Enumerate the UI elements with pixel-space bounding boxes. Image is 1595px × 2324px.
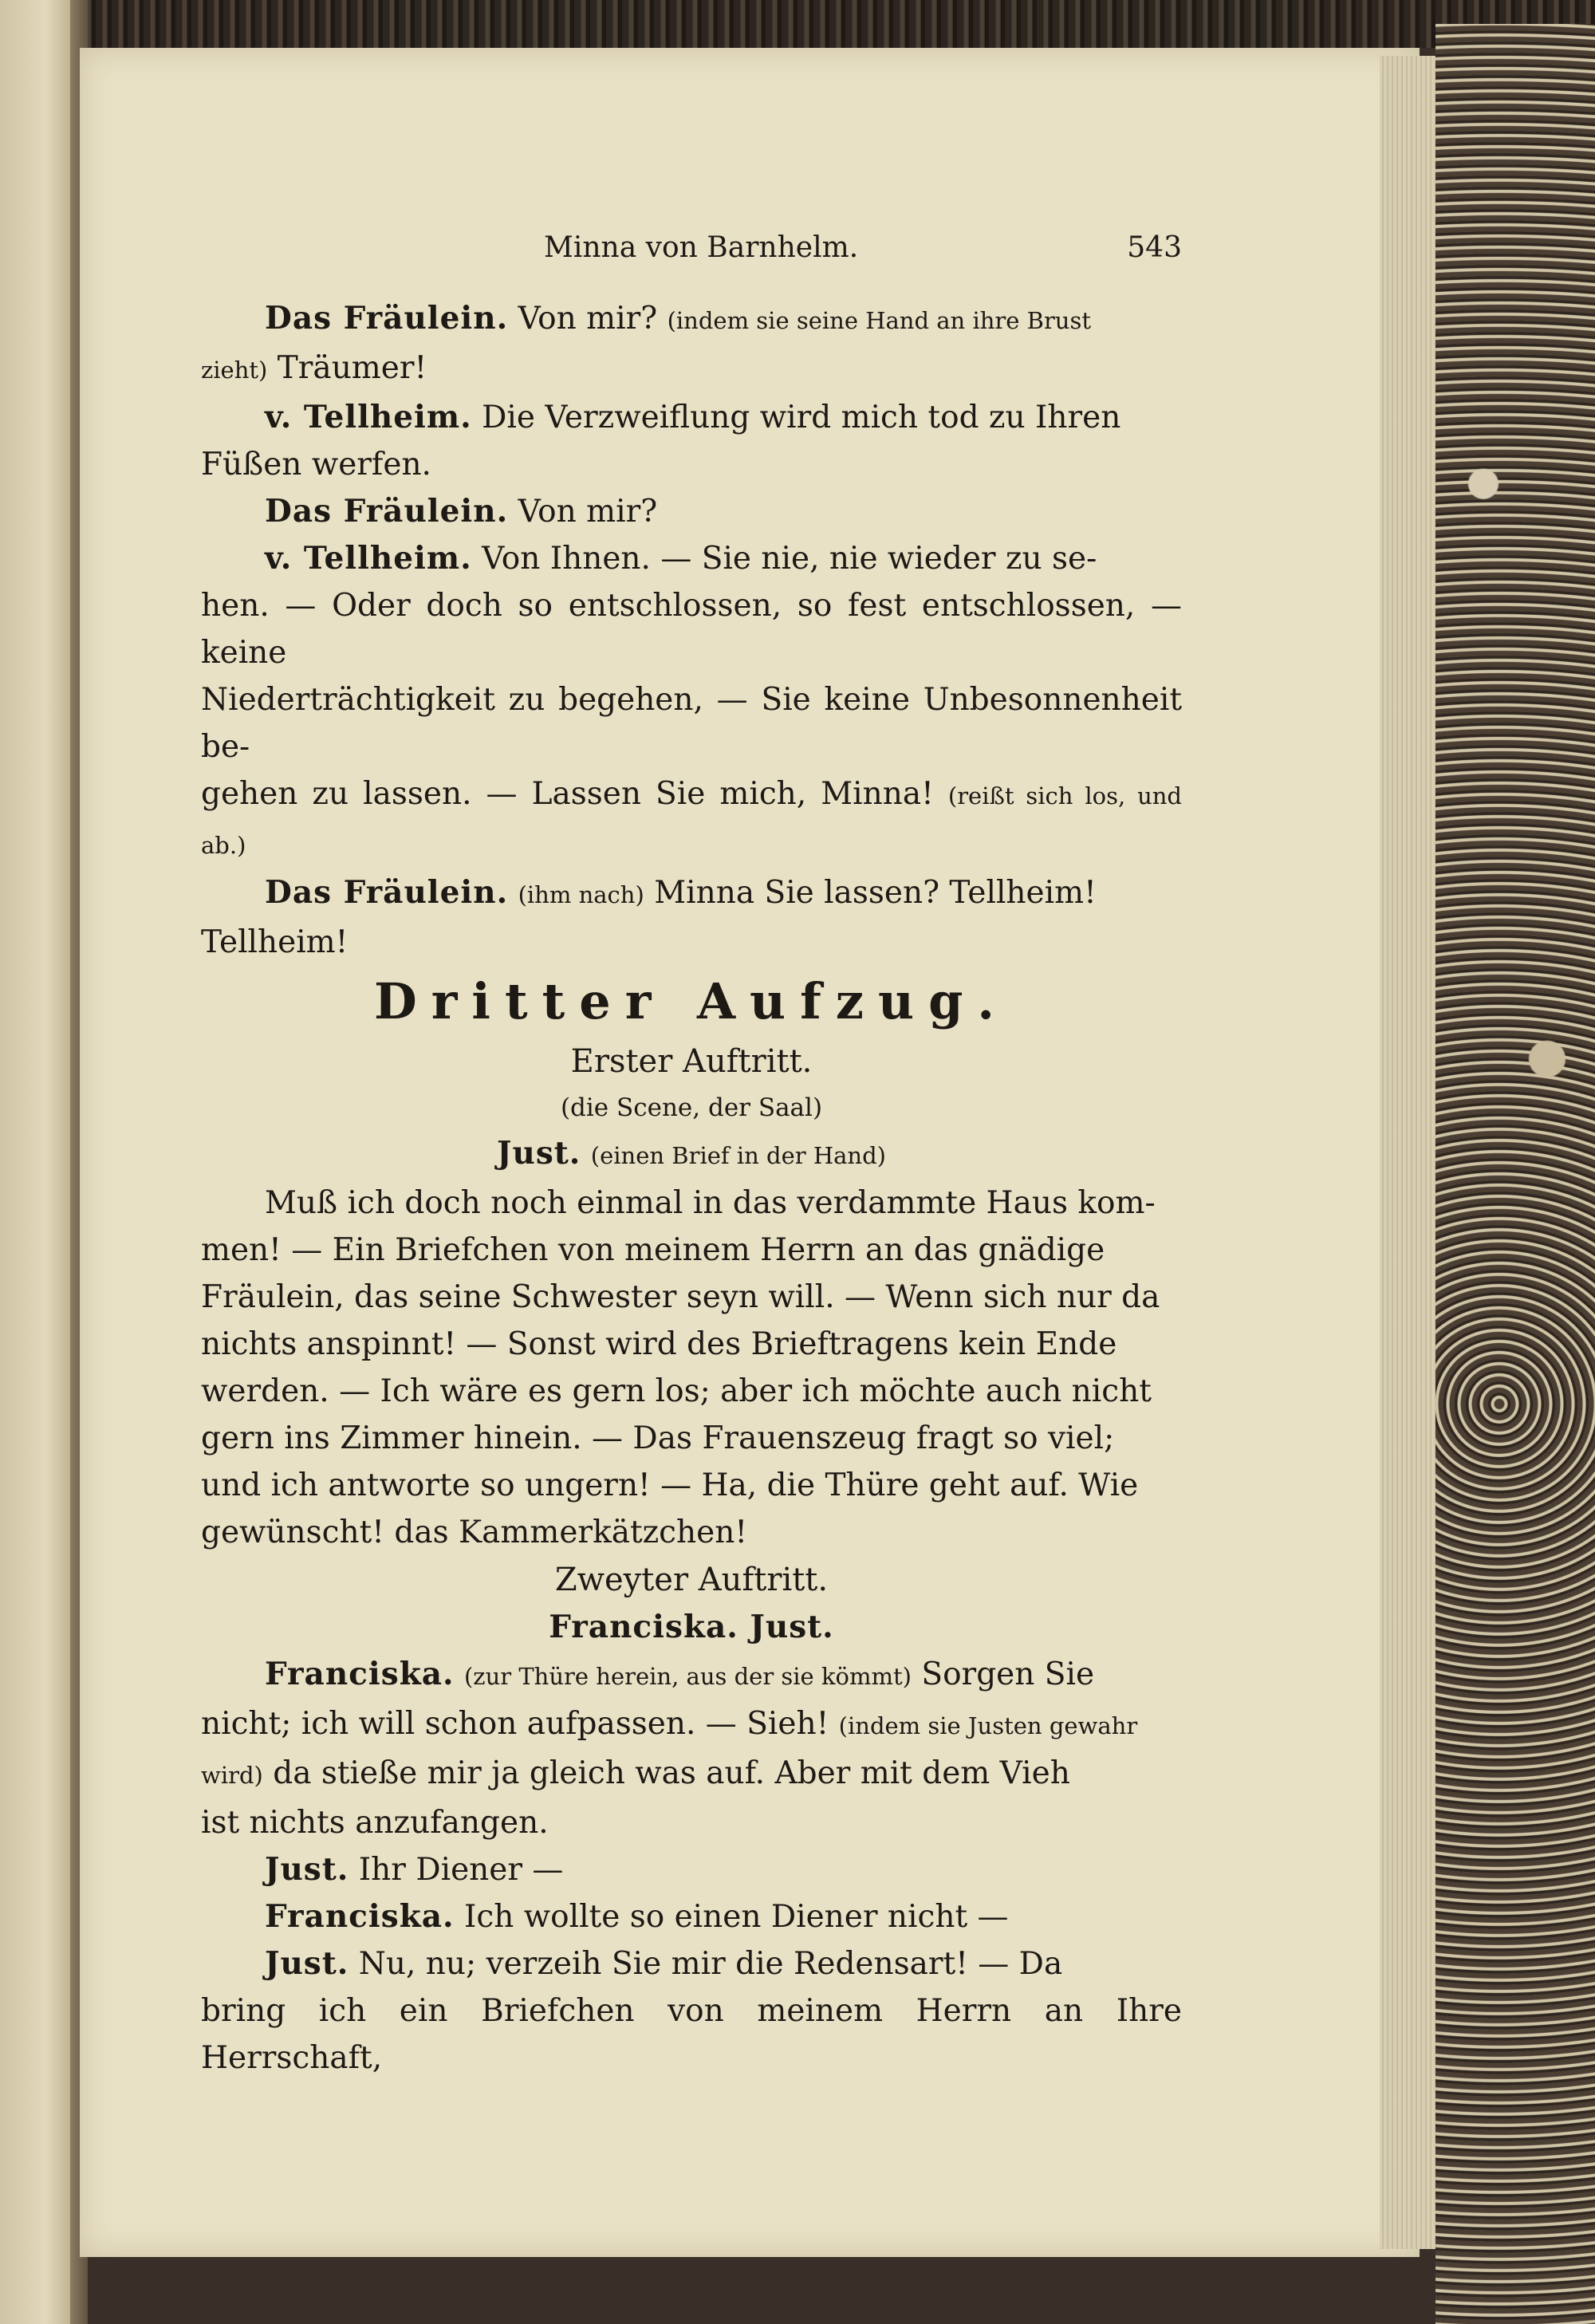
line-text: Ihr Diener —	[358, 1852, 564, 1888]
book-top-edge	[80, 0, 1595, 48]
stage-direction: (reißt sich los, und ab.)	[201, 782, 1182, 859]
dialogue-line	[201, 1700, 1182, 1750]
speaker: Just.	[265, 1851, 349, 1888]
line-text: Tellheim!	[201, 924, 349, 960]
line-text: Nu, nu; verzeih Sie mir die Redensart! — Da	[358, 1946, 1063, 1982]
dialogue-line	[201, 582, 1182, 676]
speaker: Franciska.	[265, 1656, 455, 1692]
stage-direction: (indem sie seine Hand an ihre Brust	[667, 307, 1092, 334]
dialogue-line	[201, 345, 1182, 394]
running-title: Minna von Barnhelm.	[544, 231, 859, 264]
dialogue-line	[201, 394, 1182, 441]
dialogue-line	[201, 770, 1182, 869]
line-text: nicht; ich will schon aufpassen. — Sieh!	[201, 1706, 829, 1742]
dialogue-line	[201, 1893, 1182, 1940]
dialogue-line	[201, 869, 1182, 919]
scene-setting: (die Scene, der Saal)	[560, 1093, 823, 1122]
speaker: v. Tellheim.	[265, 540, 472, 577]
dialogue-line	[201, 535, 1182, 582]
dialogue-line	[201, 1940, 1182, 1987]
page-number: 543	[1127, 231, 1182, 264]
stage-direction: (indem sie Justen gewahr	[838, 1712, 1138, 1739]
monologue-line: gern ins Zimmer hinein. — Das Frauenszeug fragt so viel;	[201, 1420, 1115, 1456]
dialogue-line	[201, 676, 1182, 770]
monologue-line: gewünscht! das Kammerkätzchen!	[201, 1515, 748, 1550]
dialogue-line	[201, 1799, 1182, 1846]
act-title: Dritter Aufzug.	[373, 972, 1010, 1030]
line-text: Ich wollte so einen Diener nicht —	[463, 1899, 1009, 1935]
line-text: gehen zu lassen. — Lassen Sie mich, Minna!	[201, 776, 934, 812]
speaker: Just.	[497, 1135, 581, 1172]
line-text: Die Verzweiflung wird mich tod zu Ihren	[482, 400, 1121, 435]
scene-persons: Franciska. Just.	[549, 1609, 834, 1645]
page-header	[201, 231, 1182, 279]
line-text: Sorgen Sie	[921, 1656, 1095, 1692]
stage-direction: (einen Brief in der Hand)	[590, 1142, 886, 1169]
speaker: v. Tellheim.	[265, 399, 472, 435]
speaker: Das Fräulein.	[265, 300, 509, 337]
monologue-line: werden. — Ich wäre es gern los; aber ich möchte auch nicht	[201, 1373, 1152, 1409]
monologue-line: Muß ich doch noch einmal in das verdammte Haus kom-	[265, 1185, 1156, 1221]
dialogue-line	[201, 919, 1182, 966]
dialogue-line	[201, 441, 1182, 488]
line-text: Füßen werfen.	[201, 447, 431, 483]
marbled-cover	[1436, 24, 1595, 2324]
page-text	[201, 295, 1182, 2082]
line-text: da stieße mir ja gleich was auf. Aber mit dem Vieh	[273, 1755, 1070, 1791]
line-text: bring ich ein Briefchen von meinem Herrn an Ihre Herrschaft,	[201, 1993, 1182, 2076]
monologue-line: nichts anspinnt! — Sonst wird des Brieftragens kein Ende	[201, 1326, 1117, 1362]
line-text: Minna Sie lassen? Tellheim!	[654, 875, 1097, 911]
dialogue-line	[201, 295, 1182, 345]
line-text: Von Ihnen. — Sie nie, nie wieder zu se-	[482, 541, 1097, 577]
monologue-line: und ich antworte so ungern! — Ha, die Thüre geht auf. Wie	[201, 1467, 1139, 1503]
speaker: Just.	[265, 1945, 349, 1982]
speaker: Das Fräulein.	[265, 493, 509, 530]
speaker: Das Fräulein.	[265, 874, 509, 911]
stage-direction: (zur Thüre herein, aus der sie kömmt)	[463, 1663, 912, 1690]
monologue-line: men! — Ein Briefchen von meinem Herrn an das gnädige	[201, 1232, 1105, 1268]
stage-direction: wird)	[201, 1762, 263, 1789]
scene-title: Zweyter Auftritt.	[554, 1562, 829, 1598]
facing-page-edge	[0, 0, 77, 2324]
dialogue-line	[201, 1987, 1182, 2082]
dialogue-line	[201, 1846, 1182, 1893]
line-text: Niederträchtigkeit zu begehen, — Sie keine Unbesonnenheit be-	[201, 682, 1182, 765]
page-stack-edge	[1380, 56, 1436, 2249]
stage-direction: (ihm nach)	[518, 881, 644, 908]
stage-direction: zieht)	[201, 356, 268, 384]
line-text: hen. — Oder doch so entschlossen, so fest entschlossen, — keine	[201, 588, 1182, 671]
line-text: ist nichts anzufangen.	[201, 1805, 549, 1841]
line-text: Träumer!	[277, 350, 427, 386]
line-text: Von mir?	[518, 301, 658, 337]
scene-speaker-line	[201, 1130, 1182, 1180]
monologue-line: Fräulein, das seine Schwester seyn will. — Wenn sich nur da	[201, 1279, 1160, 1315]
dialogue-line	[201, 488, 1182, 535]
line-text: Von mir?	[518, 494, 658, 530]
dialogue-line	[201, 1750, 1182, 1799]
scene-title: Erster Auftritt.	[570, 1043, 813, 1080]
speaker: Franciska.	[265, 1898, 455, 1935]
dialogue-line	[201, 1651, 1182, 1700]
